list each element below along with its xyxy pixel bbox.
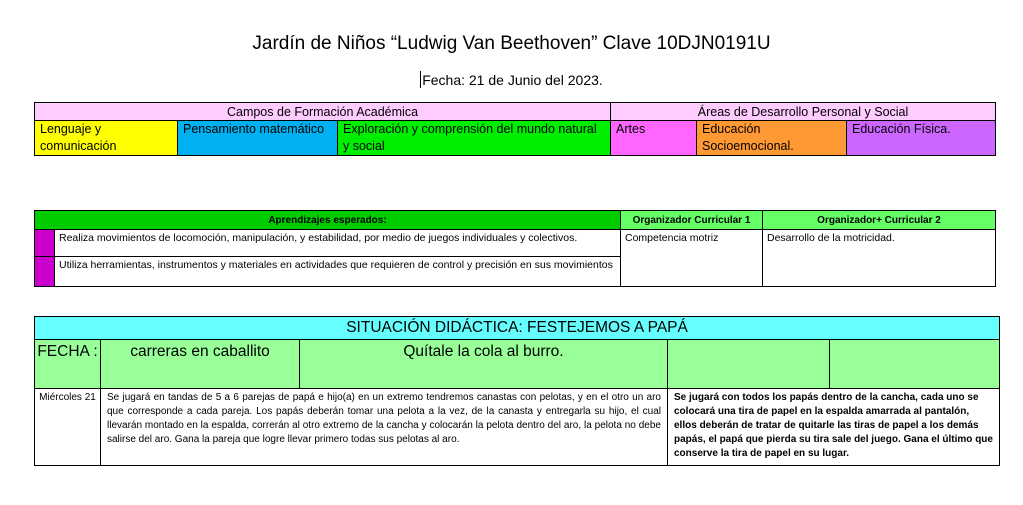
learning-table — [34, 210, 996, 287]
organizer2-header: Organizador+ Curricular 2 — [763, 211, 996, 230]
field-artes: Artes — [611, 121, 697, 156]
learning-item: Realiza movimientos de locomoción, manipulación, y estabilidad, por medio de juegos individuales y colectivos. — [55, 230, 621, 257]
activity2-description: Se jugará con todos los papás dentro de la cancha, cada uno se colocará una tira de papel en la espalda amarrada al pantalón, ellos deberán de tratar de quitarle las tiras de papel a los demás papás, el papá que pierda su tira sale del juego. Gana el último que conserve la tira de papel en su lugar. — [668, 389, 1000, 466]
fecha-header: FECHA : — [35, 340, 101, 389]
row-marker — [35, 230, 55, 257]
date-text: Fecha: 21 de Junio del 2023. — [422, 72, 603, 88]
formation-fields-table — [34, 102, 996, 156]
activity-date: Miércoles 21 — [35, 389, 101, 466]
empty-header-2 — [830, 340, 1000, 389]
game2-header: Quítale la cola al burro. — [300, 340, 668, 389]
organizer1-value: Competencia motriz — [621, 230, 763, 287]
document-title: Jardín de Niños “Ludwig Van Beethoven” Clave 10DJN0191U — [252, 33, 771, 54]
situation-table — [34, 316, 1000, 466]
expected-learning-header: Aprendizajes esperados: — [35, 211, 621, 230]
organizer2-value: Desarrollo de la motricidad. — [763, 230, 996, 287]
field-educacion-fisica: Educación Física. — [847, 121, 996, 156]
situation-title: SITUACIÓN DIDÁCTICA: FESTEJEMOS A PAPÁ — [35, 317, 1000, 340]
field-exploracion: Exploración y comprensión del mundo natural y social — [338, 121, 611, 156]
field-socioemocional: Educación Socioemocional. — [697, 121, 847, 156]
field-pensamiento: Pensamiento matemático — [178, 121, 338, 156]
organizer1-header: Organizador Curricular 1 — [621, 211, 763, 230]
row-marker — [35, 257, 55, 287]
document-date — [0, 71, 1023, 88]
empty-header-1 — [668, 340, 830, 389]
field-lenguaje: Lenguaje y comunicación — [35, 121, 178, 156]
learning-item: Utiliza herramientas, instrumentos y materiales en actividades que requieren de control y precisión en sus movimientos — [55, 257, 621, 287]
academic-fields-header: Campos de Formación Académica — [35, 103, 611, 121]
activity1-description: Se jugará en tandas de 5 a 6 parejas de papá e hijo(a) en un extremo tendremos canastas con pelotas, y en el otro un aro que corresponde a cada pareja. Los papás deberán tomar una pelota a la vez, de la canasta y entregarla su hijo, el cual llevarán montado en la espalda, correrán al otro extremo de la cancha y colocarán la pelota dentro del aro, la pelota no debe salirse del aro. Gana la pareja que logre llevar primero todas sus pelotas al aro. — [101, 389, 668, 466]
game1-header: carreras en caballito — [101, 340, 300, 389]
personal-areas-header: Áreas de Desarrollo Personal y Social — [611, 103, 996, 121]
